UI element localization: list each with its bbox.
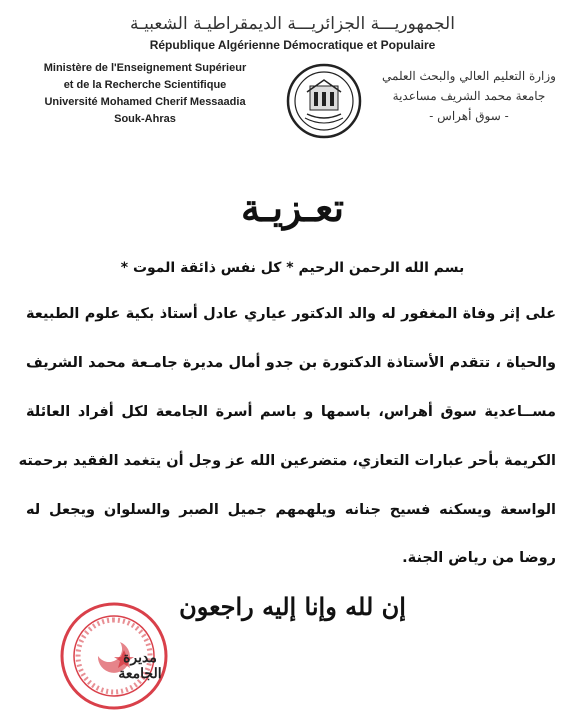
university-arabic-line: جامعة محمد الشريف مساعدية xyxy=(392,89,546,103)
ministry-line-1: Ministère de l'Enseignement Supérieur xyxy=(43,62,247,74)
body-line: مســاعدية سوق أهراس، باسمها و باسم أسرة الجامعة لكل أفراد العائلة xyxy=(26,404,556,420)
city-arabic-line: - سوق أهراس - xyxy=(429,109,509,123)
ministry-line-2: et de la Recherche Scientifique xyxy=(63,79,227,91)
ministry-arabic-line: وزارة التعليم العالي والبحث العلمي xyxy=(382,69,556,83)
institution-french xyxy=(30,60,260,128)
institution-arabic xyxy=(369,66,569,126)
university-emblem-icon xyxy=(285,62,363,140)
body-line: الكريمة بأحر عبارات التعازي، متضرعين الله عز وجل أن يتغمد الفقيد برحمته xyxy=(18,453,556,469)
basmala: بسم الله الرحمن الرحيم * كل نفس ذائقة الموت * xyxy=(120,260,465,276)
body-line: الواسعة ويسكنه فسيح جنانه ويلهمهم جميل الصبر والسلوان ويجعل له xyxy=(26,502,556,518)
city-line: Souk-Ahras xyxy=(114,113,176,125)
republic-name-french: République Algérienne Démocratique et Populaire xyxy=(149,38,436,52)
body-line: روضا من رياض الجنة. xyxy=(402,550,556,566)
university-line: Université Mohamed Cherif Messaadia xyxy=(44,96,246,108)
page-title: تعـزيـة xyxy=(240,185,345,230)
body-line: على إثر وفاة المغفور له والد الدكتور عياري عادل أستاذ بكية علوم الطبيعة xyxy=(26,306,556,322)
signature-title: مديرة الجامعة xyxy=(118,650,162,682)
republic-name-arabic: الجمهوريـــة الجزائريـــة الديمقراطيـة الشعبيـة xyxy=(130,14,455,34)
closing-phrase: إن لله وإنا إليه راجعون xyxy=(179,592,406,621)
body-line: والحياة ، تتقدم الأستاذة الدكتورة بن جدو أمال مديرة جامـعة محمد الشريف xyxy=(26,355,556,371)
